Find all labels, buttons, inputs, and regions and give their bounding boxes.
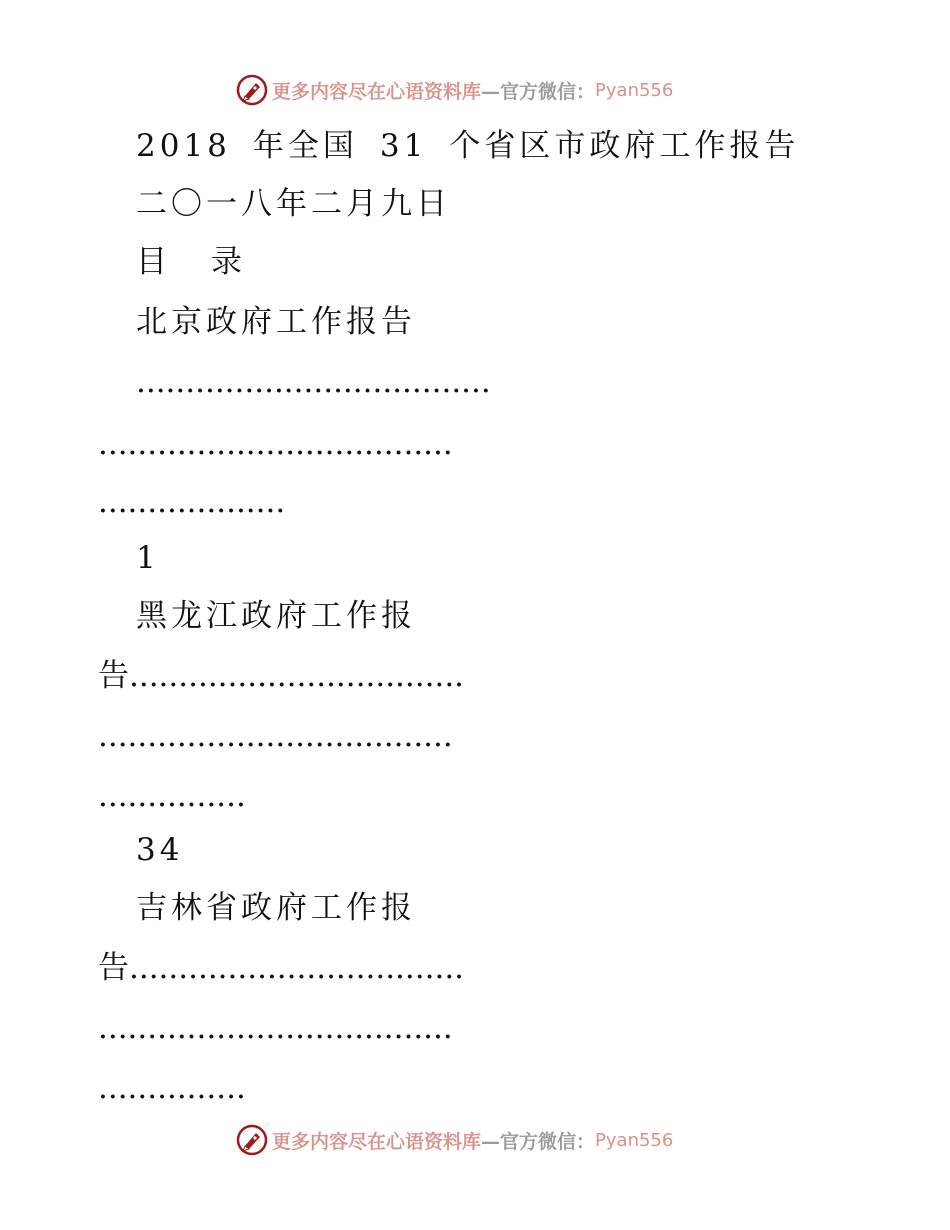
toc-leader-dots: ............... bbox=[98, 778, 246, 814]
watermark-text-main: 更多内容尽在心语资料库 bbox=[272, 1130, 482, 1153]
watermark-text-wechat: —官方微信： bbox=[481, 80, 596, 103]
toc-entry-name[interactable]: 黑龙江政府工作报 bbox=[136, 598, 416, 634]
toc-entry-lead: 告 bbox=[98, 950, 129, 986]
toc-entry-page: 34 bbox=[136, 832, 184, 868]
pen-nib-logo-icon bbox=[236, 74, 268, 106]
toc-entry-lead: 告 bbox=[98, 658, 129, 694]
toc-entry-lead-line bbox=[98, 656, 464, 696]
pen-nib-logo-icon bbox=[236, 1124, 268, 1156]
title-year: 2018 bbox=[136, 128, 231, 164]
toc-entry-page: 1 bbox=[136, 540, 160, 576]
toc-leader-dots: ................... bbox=[98, 484, 286, 520]
watermark-text-wechat: —官方微信： bbox=[481, 1130, 596, 1153]
document-date: 二〇一八年二月九日 bbox=[136, 186, 451, 222]
title-rest: 个省区市政府工作报告 bbox=[449, 128, 800, 164]
toc-entry-lead-line bbox=[98, 948, 464, 988]
watermark-text-id: Pyan556 bbox=[595, 79, 674, 101]
toc-entry-name[interactable]: 吉林省政府工作报 bbox=[136, 890, 416, 926]
toc-leader-dots: .................................... bbox=[98, 426, 453, 462]
title-num: 31 bbox=[379, 128, 428, 164]
toc-heading-b: 录 bbox=[211, 244, 246, 280]
watermark-footer bbox=[236, 1122, 673, 1158]
watermark-header bbox=[236, 72, 673, 108]
toc-entry-name[interactable]: 北京政府工作报告 bbox=[136, 304, 416, 340]
toc-leader-dots: .................................. bbox=[129, 658, 465, 694]
toc-leader-dots: .................................... bbox=[98, 718, 453, 754]
toc-leader-dots: .................................... bbox=[136, 364, 491, 400]
watermark-text-id: Pyan556 bbox=[595, 1129, 674, 1151]
toc-leader-dots: ............... bbox=[98, 1070, 246, 1106]
toc-heading bbox=[136, 242, 246, 282]
toc-leader-dots: .................................... bbox=[98, 1010, 453, 1046]
toc-leader-dots: .................................. bbox=[129, 950, 465, 986]
title-mid: 年全国 bbox=[252, 128, 358, 164]
document-title bbox=[136, 126, 799, 166]
watermark-text-main: 更多内容尽在心语资料库 bbox=[272, 80, 482, 103]
toc-heading-a: 目 bbox=[136, 244, 171, 280]
